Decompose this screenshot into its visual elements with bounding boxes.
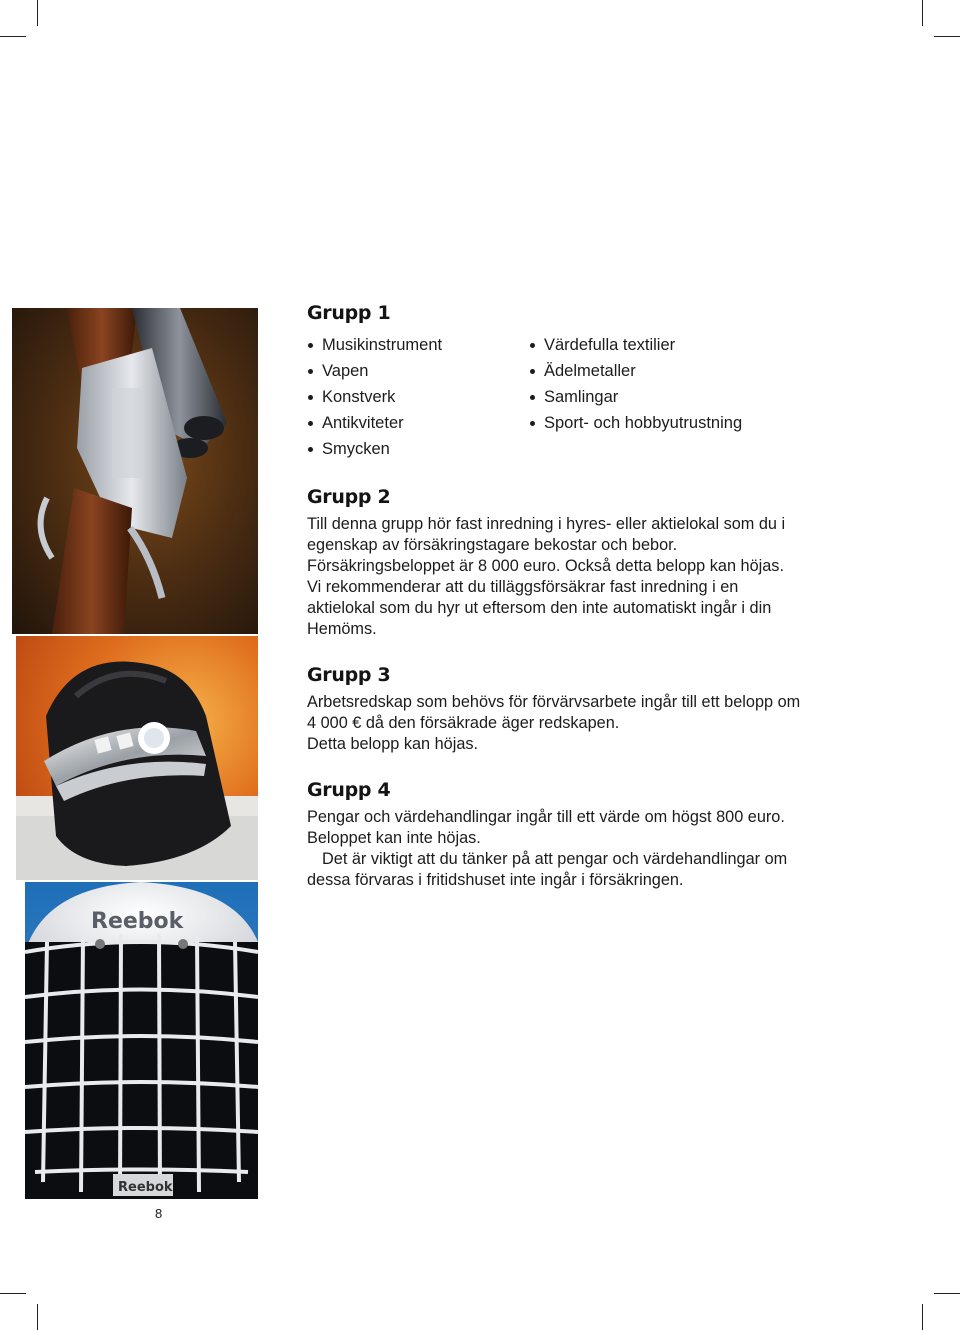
list-item: Smycken bbox=[307, 436, 529, 462]
group-1-title: Grupp 1 bbox=[307, 302, 391, 324]
crop-mark bbox=[37, 0, 38, 26]
group-2-title: Grupp 2 bbox=[307, 486, 391, 508]
group-3-title: Grupp 3 bbox=[307, 664, 391, 686]
insurance-groups bbox=[307, 302, 807, 891]
helmet-brand-bottom: Reebok bbox=[118, 1180, 173, 1195]
shotgun-photo bbox=[12, 308, 258, 634]
crop-mark bbox=[922, 1304, 923, 1330]
group-2-paragraph-1: Till denna grupp hör fast inredning i hyres- eller aktielokal som du i egenskap av försäkringstagare bekostar och bebor. Försäkringsbeloppet är 8 000 euro. Också detta belopp kan höjas. bbox=[307, 515, 786, 575]
list-item: Antikviteter bbox=[307, 410, 529, 436]
list-item: Musikinstrument bbox=[307, 332, 529, 358]
group-4-paragraph-1: Pengar och värdehandlingar ingår till ett värde om högst 800 euro. Beloppet kan inte höjas. bbox=[307, 808, 785, 847]
group-3 bbox=[307, 664, 807, 755]
list-item: Ädelmetaller bbox=[529, 358, 799, 384]
list-item: Konstverk bbox=[307, 384, 529, 410]
group-1 bbox=[307, 302, 807, 462]
list-item: Sport- och hobbyutrustning bbox=[529, 410, 799, 436]
crop-mark bbox=[37, 1304, 38, 1330]
list-item: Samlingar bbox=[529, 384, 799, 410]
list-item: Värdefulla textilier bbox=[529, 332, 799, 358]
group-4-paragraph-2: Det är viktigt att du tänker på att pengar och värdehandlingar om dessa förvaras i fritidshuset inte ingår i försäkringen. bbox=[307, 850, 788, 889]
ring-photo bbox=[16, 636, 258, 880]
group-3-paragraph-1: Arbetsredskap som behövs för förvärvsarbete ingår till ett belopp om 4 000 € då den försäkrade äger redskapen. bbox=[307, 693, 801, 732]
crop-mark bbox=[934, 1293, 960, 1294]
crop-mark bbox=[934, 36, 960, 37]
list-item: Vapen bbox=[307, 358, 529, 384]
helmet-brand-top: Reebok bbox=[91, 909, 184, 934]
page-number: 8 bbox=[155, 1206, 163, 1221]
group-4 bbox=[307, 779, 807, 891]
crop-mark bbox=[0, 1293, 26, 1294]
group-2-paragraph-2: Vi rekommenderar att du tilläggsförsäkrar fast inredning i en aktielokal som du hyr ut eftersom den inte automatiskt ingår i din Hemöms. bbox=[307, 578, 772, 638]
group-1-list-right bbox=[529, 332, 799, 462]
group-2 bbox=[307, 486, 807, 640]
group-4-title: Grupp 4 bbox=[307, 779, 391, 801]
group-1-list-left bbox=[307, 332, 529, 462]
crop-mark bbox=[922, 0, 923, 26]
crop-mark bbox=[0, 36, 26, 37]
group-3-paragraph-2: Detta belopp kan höjas. bbox=[307, 735, 479, 753]
helmet-photo bbox=[25, 882, 258, 1199]
